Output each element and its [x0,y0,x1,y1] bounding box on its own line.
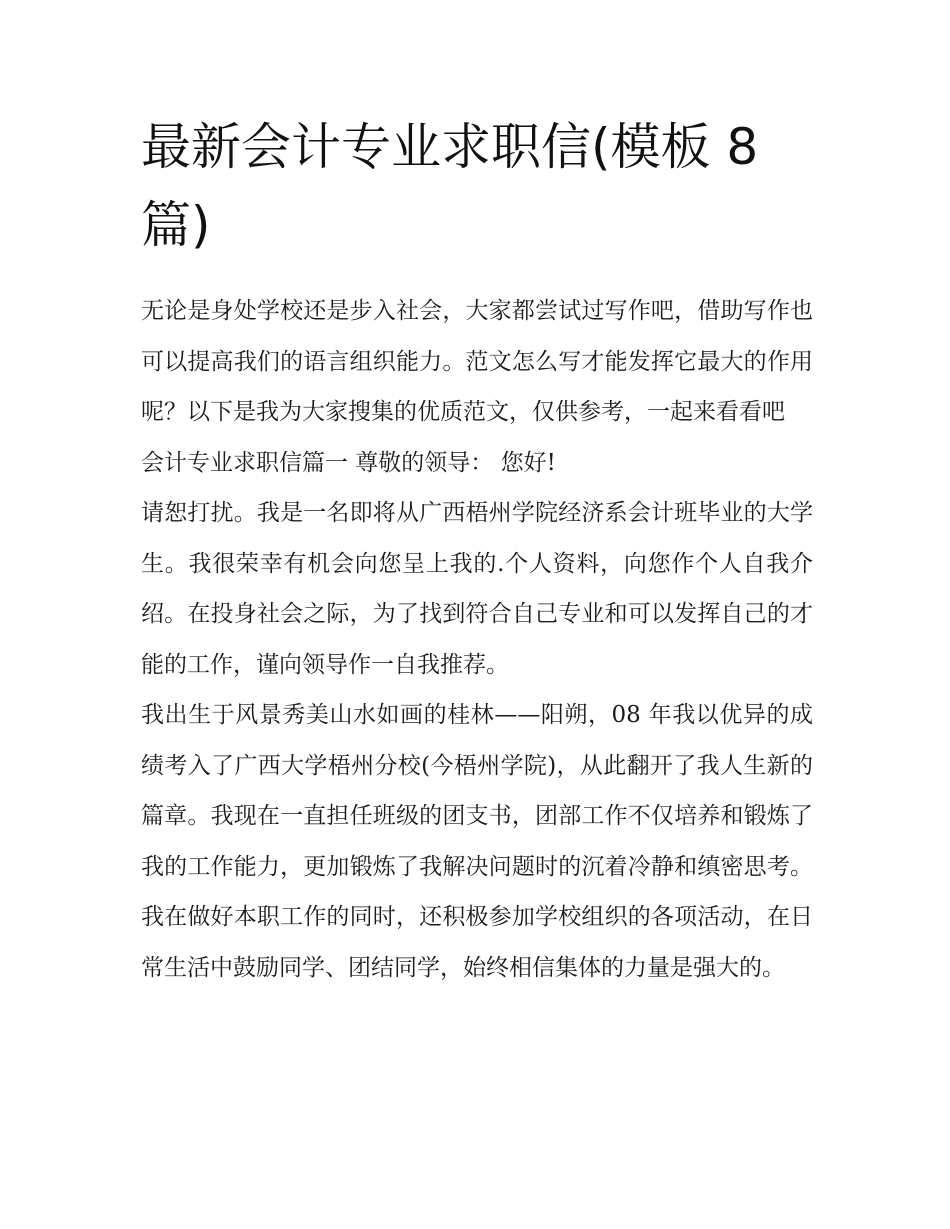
self-introduction-paragraph: 请恕打扰。我是一名即将从广西梧州学院经济系会计班毕业的大学生。我很荣幸有机会向您呈上我的.个人资料，向您作个人自我介绍。在投身社会之际，为了找到符合自己专业和可以发挥自己的才能的工作，谨向领导作一自我推荐。 [141,500,813,678]
document-page [141,108,813,993]
background-paragraph: 我出生于风景秀美山水如画的桂林——阳朔，08 年我以优异的成绩考入了广西大学梧州分校(今梧州学院)，从此翻开了我人生新的篇章。我现在一直担任班级的团支书，团部工作不仅培养和锻炼了我的工作能力，更加锻炼了我解决问题时的沉着冷静和缜密思考。我在做好本职工作的同时，还积极参加学校组织的各项活动，在日常生活中鼓励同学、团结同学，始终相信集体的力量是强大的。 [141,702,813,981]
document-body [141,286,813,993]
intro-paragraph: 无论是身处学校还是步入社会，大家都尝试过写作吧，借助写作也可以提高我们的语言组织能力。范文怎么写才能发挥它最大的作用呢？以下是我为大家搜集的优质范文，仅供参考，一起来看看吧 [141,298,813,425]
letter-heading-paragraph: 会计专业求职信篇一 尊敬的领导： 您好! [141,449,556,476]
document-title: 最新会计专业求职信(模板 8 篇) [141,118,759,254]
